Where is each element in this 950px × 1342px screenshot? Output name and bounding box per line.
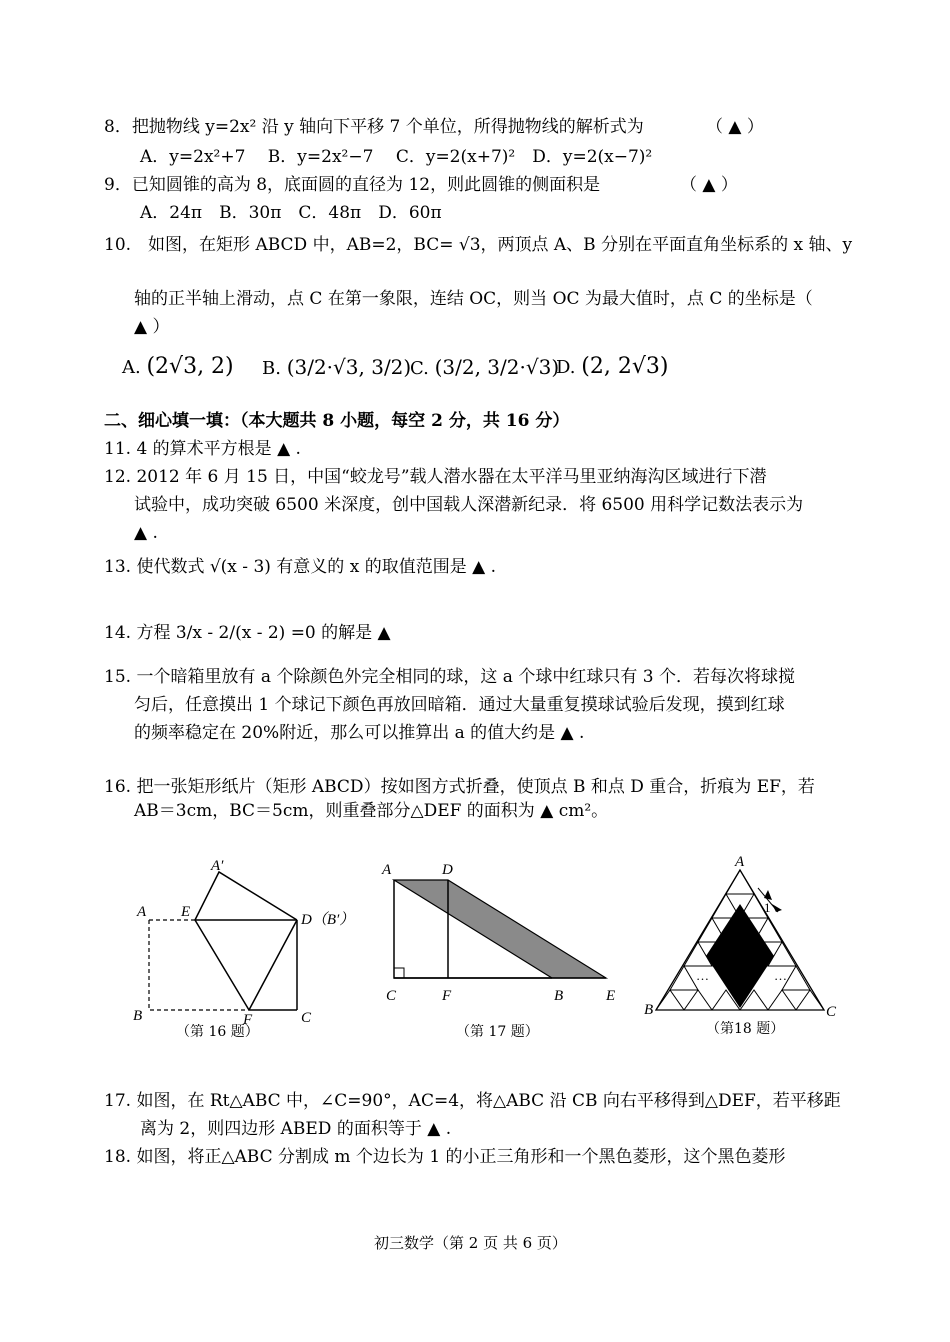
- q10-option-a: A. (2√3, 2): [122, 354, 234, 379]
- q15-line3: 的频率稳定在 20%附近，那么可以推算出 a 的值大约是 ▲ .: [134, 723, 585, 743]
- q10-option-c: C. (3/2, 3/2·√3): [410, 355, 560, 379]
- q15-line2: 匀后，任意摸出 1 个球记下颜色再放回暗箱．通过大量重复摸球试验后发现，摸到红球: [134, 695, 785, 715]
- figure-17: [378, 852, 628, 1012]
- fig17-label-f: F: [442, 988, 452, 1004]
- figure-18: [640, 852, 850, 1022]
- fig16-label-f: F: [243, 1012, 253, 1028]
- fig16-caption: （第 16 题）: [176, 1024, 259, 1040]
- figure-16: [125, 852, 365, 1032]
- fig17-label-a: A: [382, 862, 392, 878]
- fig17-label-b: B: [554, 988, 564, 1004]
- q14: 14. 方程 3/x - 2/(x - 2) =0 的解是 ▲: [104, 623, 391, 643]
- q12-line3: ▲ .: [134, 523, 158, 543]
- q18-line1: 18. 如图，将正△ABC 分割成 m 个边长为 1 的小正三角形和一个黑色菱形，这个黑色菱形: [104, 1147, 786, 1167]
- q13: 13. 使代数式 √(x - 3) 有意义的 x 的取值范围是 ▲ .: [104, 557, 496, 577]
- fig18-label-1: 1: [764, 900, 771, 915]
- q15-line1: 15. 一个暗箱里放有 a 个除颜色外完全相同的球，这 a 个球中红球只有 3 个．若每次将球搅: [104, 667, 795, 687]
- q10-option-d: D. (2, 2√3): [556, 354, 669, 379]
- q11: 11. 4 的算术平方根是 ▲ .: [104, 439, 301, 459]
- q9-stem: 9．已知圆锥的高为 8，底面圆的直径为 12，则此圆锥的侧面积是: [104, 175, 601, 195]
- page-footer: 初三数学（第 2 页 共 6 页）: [374, 1234, 567, 1252]
- fig16-label-a-prime: A′: [211, 858, 224, 874]
- fig18-label-c: C: [826, 1004, 837, 1020]
- q9-answer-paren: （ ▲ ）: [680, 175, 738, 195]
- q10-line3: ▲ ）: [134, 317, 170, 337]
- fig18-label-b: B: [644, 1002, 654, 1018]
- q16-line2: AB＝3cm，BC＝5cm，则重叠部分△DEF 的面积为 ▲ cm²。: [134, 801, 609, 821]
- fig17-label-e: E: [606, 988, 616, 1004]
- fig18-ellipsis-right: …: [774, 968, 787, 983]
- fig16-label-d: D（B′）: [301, 912, 355, 928]
- fig16-label-b: B: [133, 1008, 143, 1024]
- fig16-label-c: C: [301, 1010, 312, 1026]
- fig17-label-d: D: [442, 862, 453, 878]
- fig18-black-rhombus: [706, 904, 774, 1008]
- q12-line1: 12. 2012 年 6 月 15 日，中国“蛟龙号”载人潜水器在太平洋马里亚纳海沟区域进行下潜: [104, 467, 767, 487]
- q10-option-b: B. (3/2·√3, 3/2): [262, 355, 412, 379]
- fig18-ellipsis-left: …: [696, 968, 709, 983]
- fig17-label-c: C: [386, 988, 397, 1004]
- fig16-label-e: E: [181, 904, 191, 920]
- q8-options: A．y=2x²+7 B．y=2x²−7 C．y=2(x+7)² D．y=2(x−7)²: [140, 147, 653, 167]
- q16-line1: 16. 把一张矩形纸片（矩形 ABCD）按如图方式折叠，使顶点 B 和点 D 重合，折痕为 EF，若: [104, 777, 815, 797]
- q9-options: A．24π B．30π C．48π D．60π: [140, 203, 442, 223]
- fig17-caption: （第 17 题）: [456, 1024, 539, 1040]
- fig16-label-a: A: [137, 904, 147, 920]
- q8-answer-paren: （ ▲ ）: [706, 117, 764, 137]
- section-2-heading: 二、细心填一填：（本大题共 8 小题，每空 2 分，共 16 分）: [104, 411, 570, 431]
- q17-line1: 17. 如图，在 Rt△ABC 中，∠C=90°，AC=4，将△ABC 沿 CB 向右平移得到△DEF，若平移距: [104, 1091, 841, 1111]
- fig18-label-a: A: [735, 854, 745, 870]
- q17-line2: 离为 2，则四边形 ABED 的面积等于 ▲ .: [140, 1119, 452, 1139]
- q12-line2: 试验中，成功突破 6500 米深度，创中国载人深潜新纪录．将 6500 用科学记数法表示为: [134, 495, 804, 515]
- q8-stem: 8．把抛物线 y=2x² 沿 y 轴向下平移 7 个单位，所得抛物线的解析式为: [104, 117, 644, 137]
- q10-line2: 轴的正半轴上滑动，点 C 在第一象限，连结 OC，则当 OC 为最大值时，点 C 的坐标是（: [134, 289, 813, 309]
- q10-line1: 10. 如图，在矩形 ABCD 中，AB=2，BC= √3，两顶点 A、B 分别在平面直角坐标系的 x 轴、y: [104, 235, 853, 255]
- fig18-caption: （第18 题）: [706, 1021, 785, 1037]
